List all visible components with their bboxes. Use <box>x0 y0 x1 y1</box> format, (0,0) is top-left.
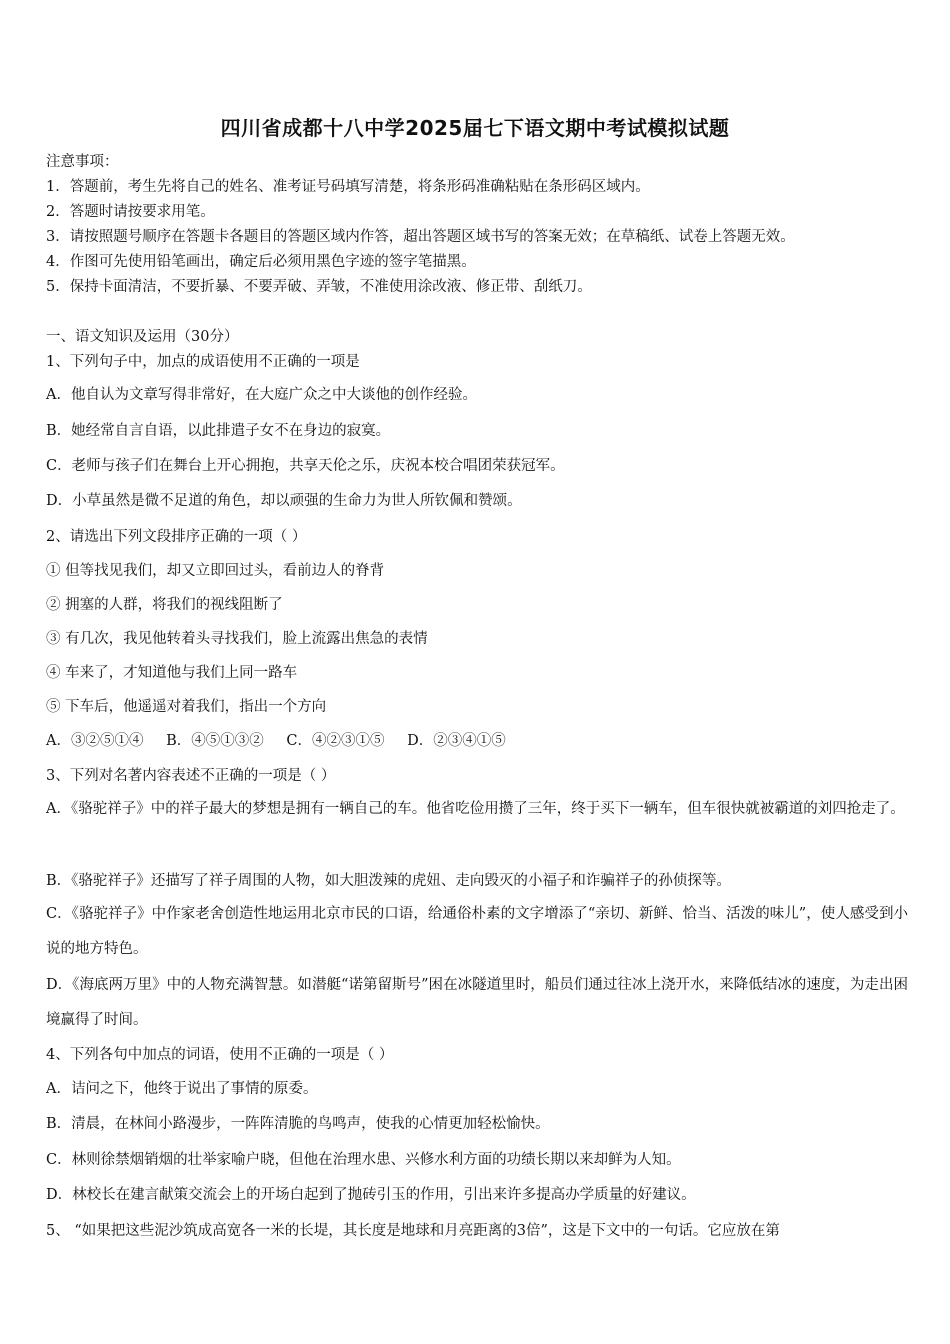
q2-option-c: C．④②③①⑤ <box>286 733 385 749</box>
q1-option-a: A．他自认为文章写得非常好，在大庭广众之中大谈他的创作经验。 <box>46 387 477 403</box>
page-title: 四川省成都十八中学2025届七下语文期中考试模拟试题 <box>220 116 730 140</box>
q1-option-c: C．老师与孩子们在舞台上开心拥抱，共享天伦之乐，庆祝本校合唱团荣获冠军。 <box>46 458 565 474</box>
question-5-stem: 5、 “如果把这些泥沙筑成高宽各一米的长堤，其长度是地球和月亮距离的3倍”，这是下文中的一句话。它应放在第 <box>46 1223 780 1239</box>
q2-item: ② 拥塞的人群，将我们的视线阻断了 <box>46 597 283 613</box>
q4-option-c: C．林则徐禁烟销烟的壮举家喻户晓，但他在治理水患、兴修水利方面的功绩长期以来却鲜为人知。 <box>46 1152 681 1168</box>
q2-option-a: A．③②⑤①④ <box>46 733 144 749</box>
question-3-stem: 3、下列对名著内容表述不正确的一项是（ ） <box>46 768 336 784</box>
q3-option-c: C．《骆驼祥子》中作家老舍创造性地运用北京市民的口语，给通俗朴素的文字增添了“亲切、新鲜、恰当、活泼的味儿”，使人感受到小说的地方特色。 <box>46 906 908 957</box>
q2-option-b: B．④⑤①③② <box>166 733 264 749</box>
notice-heading: 注意事项： <box>46 154 119 170</box>
q1-option-d: D．小草虽然是微不足道的角色，却以顽强的生命力为世人所钦佩和赞颂。 <box>46 493 522 509</box>
q2-item: ③ 有几次，我见他转着头寻找我们，脸上流露出焦急的表情 <box>46 631 428 647</box>
q4-option-d: D．林校长在建言献策交流会上的开场白起到了抛砖引玉的作用，引出来许多提高办学质量的好建议。 <box>46 1187 696 1203</box>
q2-option-d: D．②③④①⑤ <box>407 733 506 749</box>
question-1-stem: 1、下列句子中，加点的成语使用不正确的一项是 <box>46 354 360 370</box>
q1-option-b: B．她经常自言自语，以此排遣子女不在身边的寂寞。 <box>46 423 391 439</box>
notice-item: 2．答题时请按要求用笔。 <box>46 204 215 220</box>
q3-option-b: B．《骆驼祥子》还描写了祥子周围的人物，如大胆泼辣的虎妞、走向毁灭的小福子和诈骗祥子的孙侦探等。 <box>46 873 731 889</box>
q4-option-a: A．诘问之下，他终于说出了事情的原委。 <box>46 1081 318 1097</box>
q4-option-b: B．清晨，在林间小路漫步，一阵阵清脆的鸟鸣声，使我的心情更加轻松愉快。 <box>46 1116 550 1132</box>
notice-item: 5．保持卡面清洁，不要折暴、不要弄破、弄皱，不准使用涂改液、修正带、刮纸刀。 <box>46 279 592 295</box>
q2-item: ⑤ 下车后，他遥遥对着我们，指出一个方向 <box>46 699 327 715</box>
question-2-stem: 2、请选出下列文段排序正确的一项（ ） <box>46 529 307 545</box>
q2-options <box>46 731 908 751</box>
notice-item: 3．请按照题号顺序在答题卡各题目的答题区域内作答，超出答题区域书写的答案无效；在草稿纸、试卷上答题无效。 <box>46 229 795 245</box>
section-heading: 一、语文知识及运用（30分） <box>46 329 239 345</box>
q2-item: ① 但等找见我们，却又立即回过头，看前边人的脊背 <box>46 563 385 579</box>
q3-option-d: D．《海底两万里》中的人物充满智慧。如潜艇“诺第留斯号”困在冰隧道里时，船员们通过往冰上浇开水，来降低结冰的速度，为走出困境赢得了时间。 <box>46 977 908 1028</box>
q2-item: ④ 车来了，才知道他与我们上同一路车 <box>46 665 298 681</box>
notice-item: 4．作图可先使用铅笔画出，确定后必须用黑色字迹的签字笔描黑。 <box>46 254 476 270</box>
q3-option-a: A．《骆驼祥子》中的祥子最大的梦想是拥有一辆自己的车。他省吃俭用攒了三年，终于买下一辆车，但车很快就被霸道的刘四抢走了。 <box>46 801 905 817</box>
notice-item: 1．答题前，考生先将自己的姓名、准考证号码填写清楚，将条形码准确粘贴在条形码区域内。 <box>46 179 650 195</box>
question-4-stem: 4、下列各句中加点的词语，使用不正确的一项是（ ） <box>46 1047 394 1063</box>
